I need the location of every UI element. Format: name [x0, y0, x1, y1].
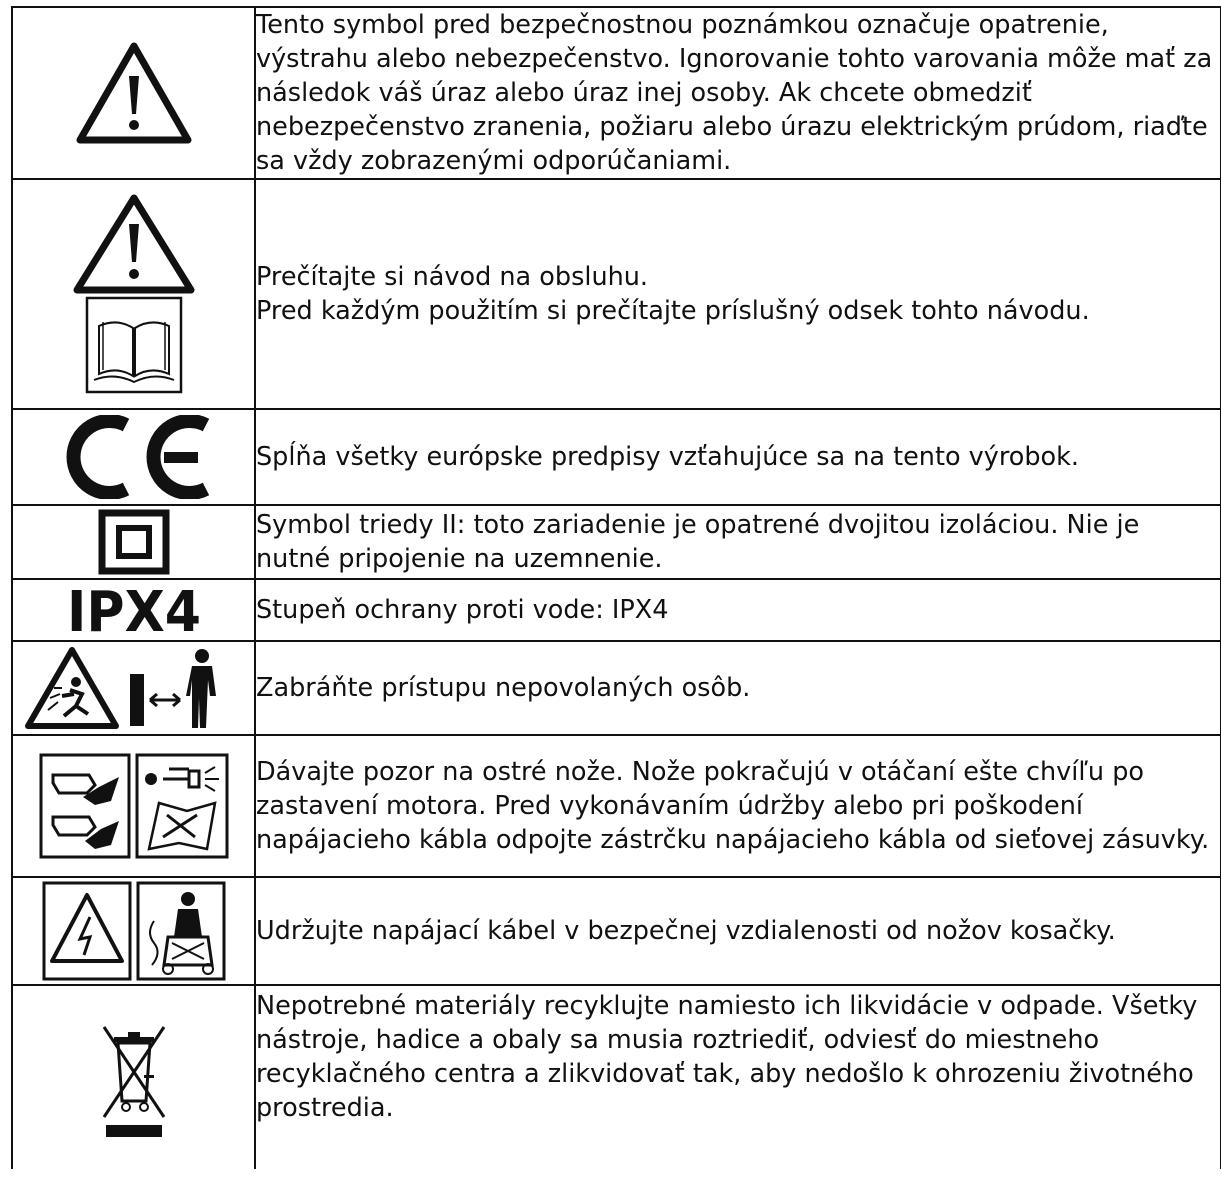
ipx4-label: IPX4	[66, 583, 201, 637]
description-text: Udržujte napájací kábel v bezpečnej vzdialenosti od nožov kosačky.	[256, 916, 1116, 946]
description-cell	[255, 641, 1221, 735]
table-row	[12, 579, 1221, 641]
icon-cell	[12, 985, 255, 1169]
table-row	[12, 7, 1221, 179]
description-cell	[255, 7, 1221, 179]
icon-cell	[12, 735, 255, 877]
description-cell	[255, 579, 1221, 641]
icon-cell	[12, 409, 255, 505]
ipx4-icon	[59, 583, 209, 637]
description-text: Nepotrebné materiály recyklujte namiesto ich likvidácie v odpade. Všetky nástroje, hadice a obaly sa musia roztriediť, odviesť do miestneho recyklačného centra a zlikvidovať tak, aby nedošlo k ohrozeniu životného prostredia.	[256, 991, 1198, 1123]
description-text: Pred každým použitím si prečítajte príslušný odsek tohto návodu.	[256, 296, 1090, 326]
keep-bystanders-away-icon	[24, 644, 244, 732]
icon-cell	[12, 877, 255, 985]
description-cell	[255, 985, 1221, 1169]
warning-triangle-icon	[74, 40, 194, 146]
description-text: Spĺňa všetky európske predpisy vzťahujúce sa na tento výrobok.	[256, 442, 1080, 472]
description-text: Symbol triedy II: toto zariadenie je opatrené dvojitou izoláciou. Nie je nutné pripojenie na uzemnenie.	[256, 510, 1140, 574]
description-text: Stupeň ochrany proti vode: IPX4	[256, 595, 669, 625]
description-cell	[255, 735, 1221, 877]
table-row	[12, 409, 1221, 505]
icon-cell	[12, 179, 255, 409]
weee-recycle-icon	[94, 1013, 174, 1143]
sharp-blades-unplug-icon	[39, 753, 229, 859]
table-row	[12, 877, 1221, 985]
description-cell	[255, 877, 1221, 985]
description-text: Tento symbol pred bezpečnostnou poznámkou označuje opatrenie, výstrahu alebo nebezpečenstvo. Ignorovanie tohto varovania môže mať za následok váš úraz alebo úraz inej osoby. Ak chcete obmedziť nebezpečenstvo zranenia, požiaru alebo úrazu elektrickým prúdom, riaďte sa vždy zobrazenými odporúčaniami.	[256, 10, 1213, 176]
icon-cell	[12, 641, 255, 735]
description-text: Dávajte pozor na ostré nože. Nože pokračujú v otáčaní ešte chvíľu po zastavení motora. Pred vykonávaním údržby alebo pri poškodení napájacieho kábla odpojte zástrčku napájacieho kábla od sieťovej zásuvky.	[256, 757, 1210, 855]
keep-cable-away-icon	[42, 881, 226, 981]
safety-symbols-table	[11, 6, 1221, 1169]
table-row	[12, 735, 1221, 877]
description-cell	[255, 505, 1221, 579]
table-row	[12, 985, 1221, 1169]
icon-cell	[12, 7, 255, 179]
description-text: Prečítajte si návod na obsluhu.	[256, 262, 649, 292]
class-ii-icon	[98, 509, 170, 575]
icon-cell	[12, 505, 255, 579]
description-cell	[255, 409, 1221, 505]
icon-cell	[12, 579, 255, 641]
description-cell	[255, 179, 1221, 409]
description-text: Zabráňte prístupu nepovolaných osôb.	[256, 673, 751, 703]
read-manual-icon	[69, 194, 199, 394]
table-row	[12, 641, 1221, 735]
table-row	[12, 505, 1221, 579]
table-row	[12, 179, 1221, 409]
ce-mark-icon	[54, 415, 214, 499]
